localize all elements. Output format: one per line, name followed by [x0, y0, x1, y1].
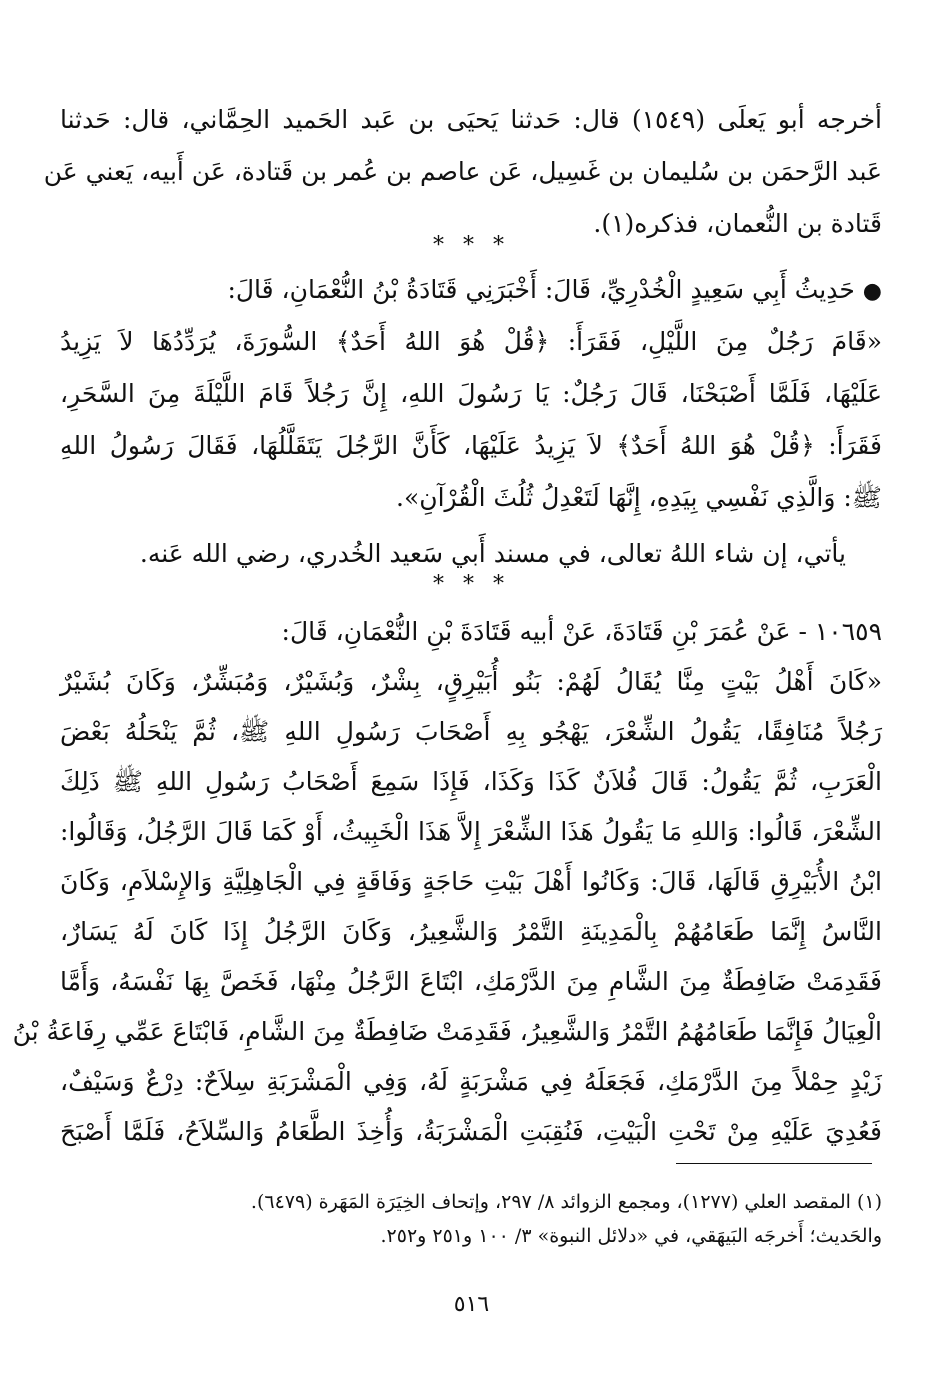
hadith-heading-text: حَدِيثُ أَبِي سَعِيدٍ الْخُدْرِيِّ، قَالَ: أَخْبَرَنِي قَتَادَةُ بْنُ النُّعْمَانِ، قَالَ: [227, 275, 855, 304]
hadith-line: فَعُدِيَ عَلَيْهِ مِنْ تَحْتِ الْبَيْتِ، فَنُقِبَتِ الْمَشْرَبَةُ، وَأُخِذَ الطَّعَامُ وَالسِّلاَحُ، فَلَمَّا أَصْبَحَ [60, 1117, 882, 1146]
footnote-line: (١) المقصد العلي (١٢٧٧)، ومجمع الزوائد ٨/ ٢٩٧، وإتحاف الخِيَرَة المَهَرة (٦٤٧٩). [250, 1191, 882, 1213]
page-number: ٥١٦ [453, 1292, 490, 1317]
hadith-heading [60, 270, 882, 310]
hadith-line: «كَانَ أَهْلُ بَيْتٍ مِنَّا يُقَالُ لَهُمْ: بَنُو أُبَيْرِقٍ، بِشْرٌ، وَبُشَيْرٌ، وَمُبَشِّرٌ، وَكَانَ بُشَيْرٌ [60, 667, 882, 696]
hadith-line: فَقَدِمَتْ ضَافِطَةٌ مِنَ الشَّامِ مِنَ الدَّرْمَكِ، ابْتَاعَ الرَّجُلُ مِنْهَا، فَخَصَّ بِهَا نَفْسَهُ، وَأَمَّا [60, 967, 882, 996]
hadith-line: الْعَرَبِ، ثُمَّ يَقُولُ: قَالَ فُلاَنٌ كَذَا وَكَذَا، فَإِذَا سَمِعَ أَصْحَابُ رَسُولِ اللهِ ﷺ ذَلِكَ [60, 767, 882, 796]
hadith-line: الشِّعْرَ، قَالُوا: وَاللهِ مَا يَقُولُ هَذَا الشِّعْرَ إِلاَّ هَذَا الْخَبِيثُ، أَوْ كَمَا قَالَ الرَّجُلُ، وَقَالُوا: [60, 817, 882, 846]
bullet-icon: ● [862, 279, 882, 304]
hadith-line: رَجُلاً مُنَافِقًا، يَقُولُ الشِّعْرَ، يَهْجُو بِهِ أَصْحَابَ رَسُولِ اللهِ ﷺ، ثُمَّ يَنْحَلُهُ بَعْضَ [60, 717, 882, 746]
intro-line: قَتادة بن النُّعمان، فذكره(١). [593, 209, 882, 238]
hadith-line: ﷺ: وَالَّذِي نَفْسِي بِيَدِهِ، إِنَّهَا لَتَعْدِلُ ثُلُثَ الْقُرْآنِ». [396, 483, 882, 512]
footnote-line: والحَديث؛ أَخرجَه البَيهَقي، في «دلائل النبوة» ٣/ ١٠٠ و٢٥١ و٢٥٢. [380, 1225, 882, 1247]
hadith-line: عَلَيْهَا، فَلَمَّا أَصْبَحْنَا، قَالَ رَجُلٌ: يَا رَسُولَ اللهِ، إِنَّ رَجُلاً قَامَ اللَّيْلَةَ مِنَ السَّحَرِ، [60, 379, 882, 408]
intro-line: أخرجه أبو يَعلَى (١٥٤٩) قال: حَدثنا يَحيَى بن عَبد الحَميد الحِمَّاني، قال: حَدثنا [60, 105, 882, 134]
hadith-line: فَقَرَأَ: ﴿قُلْ هُوَ اللهُ أَحَدٌ﴾ لاَ يَزِيدُ عَلَيْهَا، كَأَنَّ الرَّجُلَ يَتَقَلَّلُهَا، فَقَالَ رَسُولُ اللهِ [60, 431, 882, 460]
section-separator: * * * [433, 233, 510, 258]
intro-line: عَبد الرَّحمَن بن سُليمان بن غَسِيل، عَن عاصم بن عُمر بن قَتادة، عَن أَبيه، يَعني عَن [43, 157, 882, 186]
hadith-heading: ١٠٦٥٩ - عَنْ عُمَرَ بْنِ قَتَادَةَ، عَنْ أبيه قَتَادَةَ بْنِ النُّعْمَانِ، قَالَ: [281, 617, 882, 646]
hadith-note: يأتي، إن شاء اللهُ تعالى، في مسند أَبي سَعيد الخُدري، رضي الله عَنه. [139, 539, 846, 568]
footnote-rule [676, 1163, 872, 1164]
hadith-line: ابْنُ الأُبَيْرِقِ قَالَهَا، قَالَ: وَكَانُوا أَهْلَ بَيْتِ حَاجَةٍ وَفَاقَةٍ فِي الْجَاهِلِيَّةِ وَالإِسْلاَمِ، وَكَانَ [60, 867, 882, 896]
hadith-line: النَّاسُ إِنَّمَا طَعَامُهُمْ بِالْمَدِينَةِ التَّمْرُ وَالشَّعِيرُ، وَكَانَ الرَّجُلُ إِذَا كَانَ لَهُ يَسَارٌ، [60, 917, 882, 946]
section-separator: * * * [433, 572, 510, 597]
hadith-line: الْعِيَالُ فَإِنَّمَا طَعَامُهُمُ التَّمْرُ وَالشَّعِيرُ، فَقَدِمَتْ ضَافِطَةٌ مِنَ الشَّامِ، فَابْتَاعَ عَمِّي رِفَاعَةُ بْنُ [12, 1017, 882, 1046]
hadith-line: «قَامَ رَجُلٌ مِنَ اللَّيْلِ، فَقَرَأَ: ﴿قُلْ هُوَ اللهُ أَحَدٌ﴾ السُّورَةَ، يُرَدِّدُهَا لاَ يَزِيدُ [60, 327, 882, 356]
hadith-line: زَيْدٍ حِمْلاً مِنَ الدَّرْمَكِ، فَجَعَلَهُ فِي مَشْرَبَةٍ لَهُ، وَفِي الْمَشْرَبَةِ سِلاَحٌ: دِرْعٌ وَسَيْفٌ، [60, 1067, 882, 1096]
